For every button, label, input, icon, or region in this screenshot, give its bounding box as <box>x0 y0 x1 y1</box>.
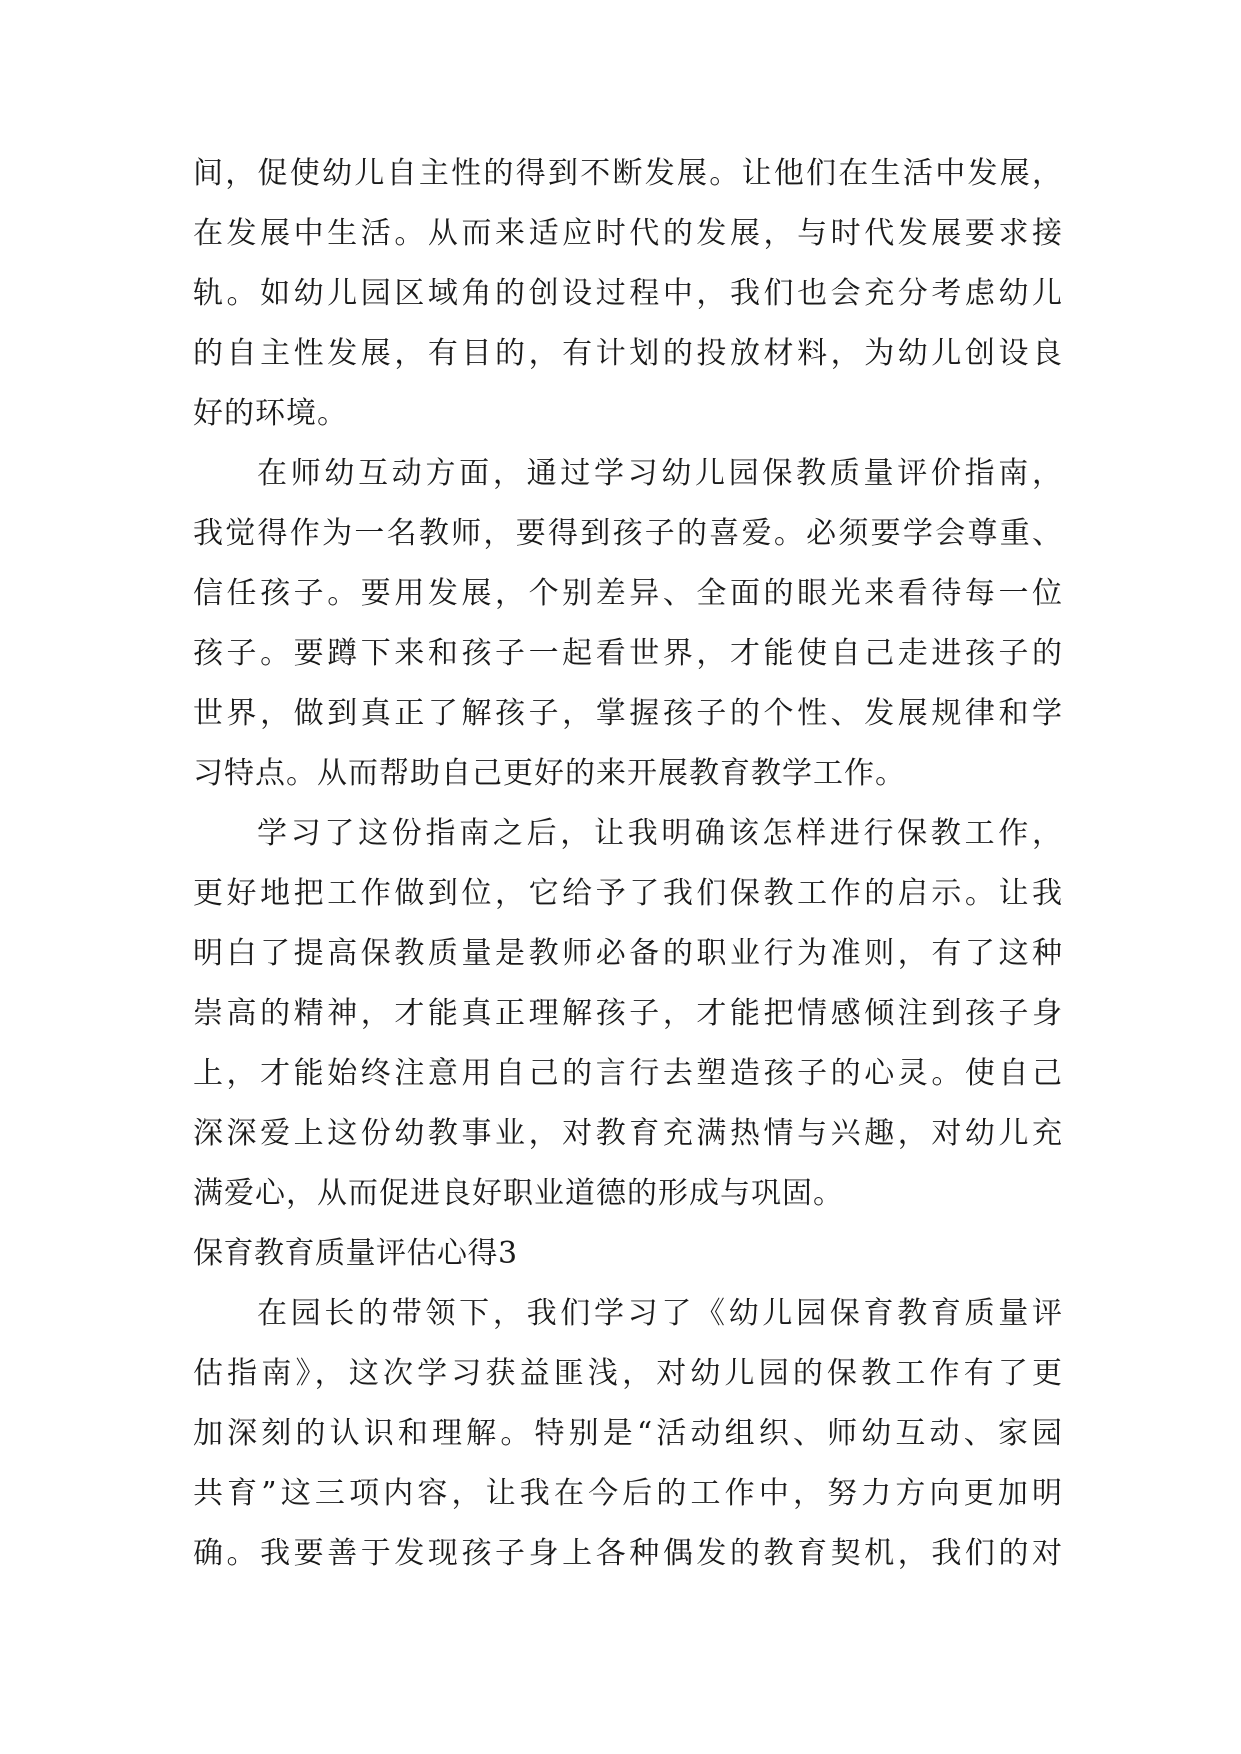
text-line: 的自主性发展，有目的，有计划的投放材料，为幼儿创设良 <box>193 336 1063 371</box>
text-line: 更好地把工作做到位，它给予了我们保教工作的启示。让我 <box>193 876 1063 911</box>
text-line: 加深刻的认识和理解。特别是“活动组织、师幼互动、家园 <box>193 1416 1063 1451</box>
text-line: 轨。如幼儿园区域角的创设过程中，我们也会充分考虑幼儿 <box>193 276 1063 311</box>
text-line: 在师幼互动方面，通过学习幼儿园保教质量评价指南， <box>257 456 1063 491</box>
text-line: 信任孩子。要用发展，个别差异、全面的眼光来看待每一位 <box>193 576 1063 611</box>
text-line: 确。我要善于发现孩子身上各种偶发的教育契机，我们的对 <box>193 1536 1063 1571</box>
text-line: 我觉得作为一名教师，要得到孩子的喜爱。必须要学会尊重、 <box>193 516 1063 551</box>
text-line: 孩子。要蹲下来和孩子一起看世界，才能使自己走进孩子的 <box>193 636 1063 671</box>
section-heading: 保育教育质量评估心得3 <box>193 1236 518 1271</box>
text-line: 在园长的带领下，我们学习了《幼儿园保育教育质量评 <box>257 1296 1063 1331</box>
text-line: 满爱心，从而促进良好职业道德的形成与巩固。 <box>193 1176 844 1211</box>
text-line: 好的环境。 <box>193 396 348 431</box>
text-line: 共育”这三项内容，让我在今后的工作中，努力方向更加明 <box>193 1476 1063 1511</box>
text-line: 深深爱上这份幼教事业，对教育充满热情与兴趣，对幼儿充 <box>193 1116 1063 1151</box>
text-line: 估指南》，这次学习获益匪浅，对幼儿园的保教工作有了更 <box>193 1356 1063 1391</box>
text-line: 明白了提高保教质量是教师必备的职业行为准则，有了这种 <box>193 936 1063 971</box>
paragraph-principal-guidance <box>193 1284 1063 1584</box>
paragraph-guide-reflection <box>193 804 1063 1224</box>
text-line: 学习了这份指南之后，让我明确该怎样进行保教工作， <box>257 816 1063 851</box>
text-line: 间，促使幼儿自主性的得到不断发展。让他们在生活中发展， <box>193 156 1063 191</box>
document-page <box>193 144 1063 1584</box>
text-line: 上，才能始终注意用自己的言行去塑造孩子的心灵。使自己 <box>193 1056 1063 1091</box>
text-line: 世界，做到真正了解孩子，掌握孩子的个性、发展规律和学 <box>193 696 1063 731</box>
text-line: 习特点。从而帮助自己更好的来开展教育教学工作。 <box>193 756 906 791</box>
text-line: 在发展中生活。从而来适应时代的发展，与时代发展要求接 <box>193 216 1063 251</box>
paragraph-continued <box>193 144 1063 444</box>
text-line: 崇高的精神，才能真正理解孩子，才能把情感倾注到孩子身 <box>193 996 1063 1031</box>
paragraph-teacher-child-interaction <box>193 444 1063 804</box>
